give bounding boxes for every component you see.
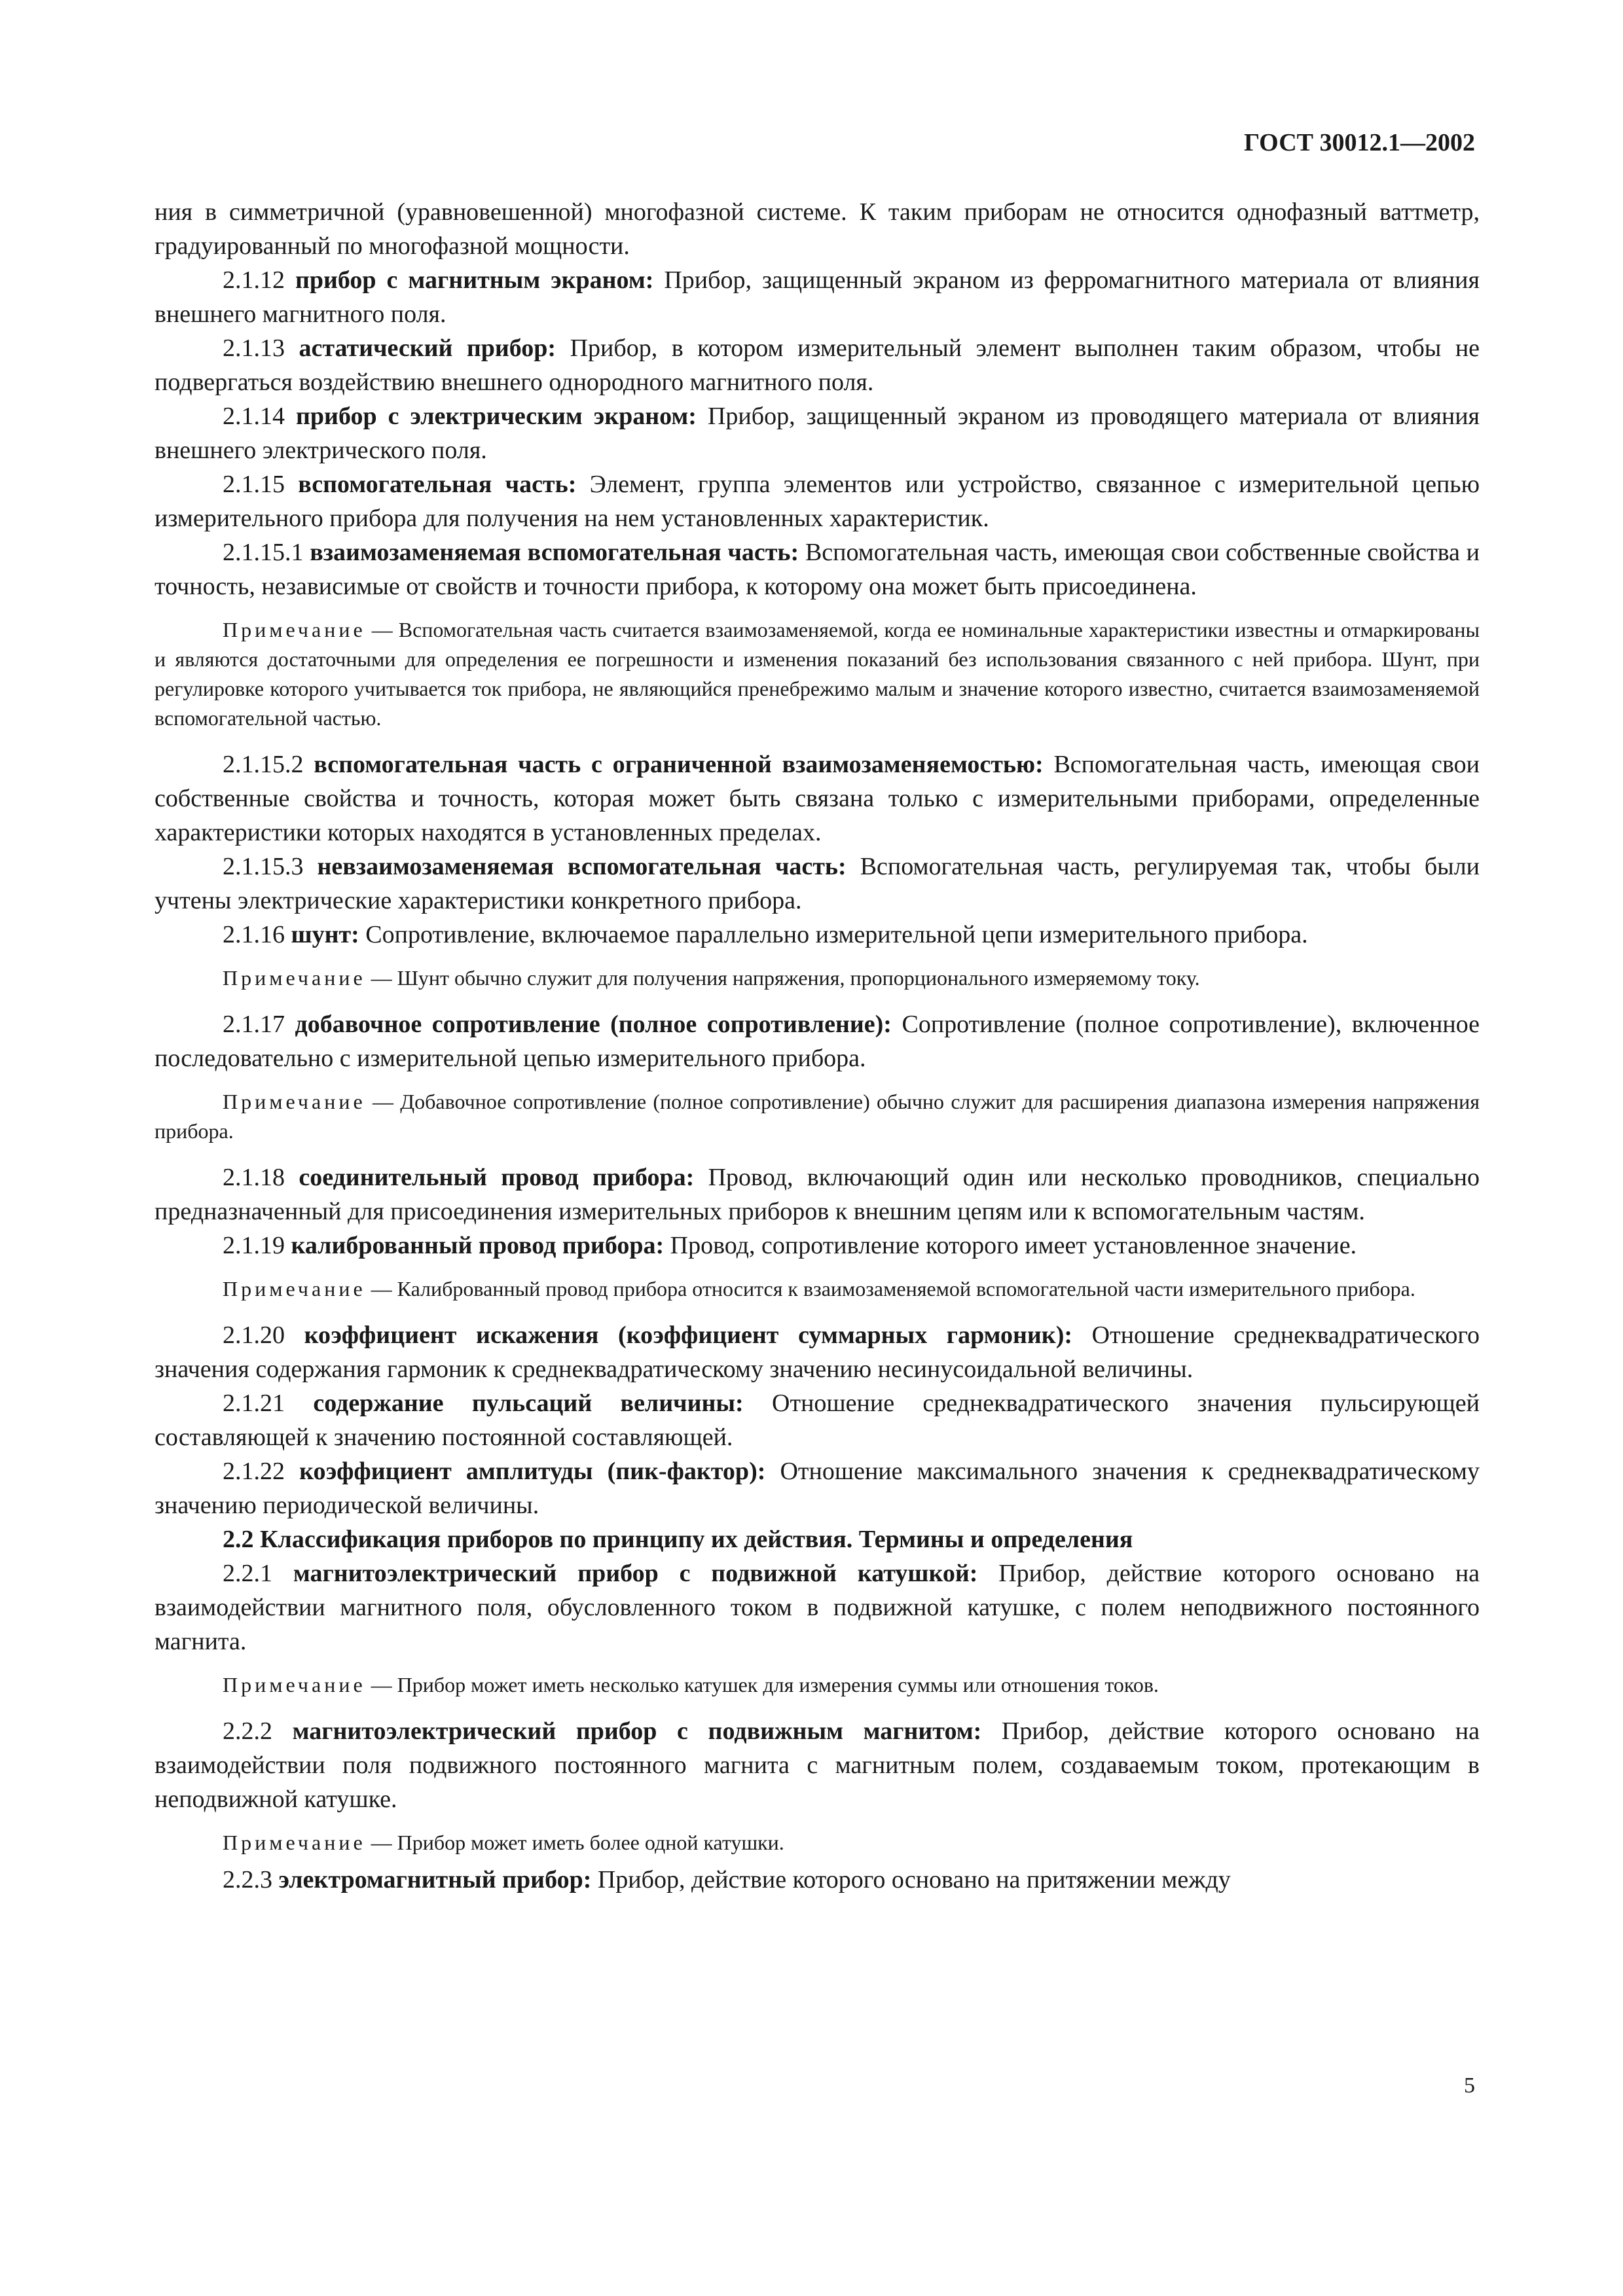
term-2-1-15-3 [155,850,1480,918]
term-label: соединительный провод прибора: [299,1164,695,1191]
term-label: магнитоэлектрический прибор с подвижным магнитом: [292,1717,982,1745]
clause-number: 2.1.14 [223,403,285,430]
definition-text: Прибор, защищенный экраном из проводящего материала от влияния внешнего электрического поля. [155,403,1480,464]
term-label: калиброванный провод прибора: [291,1232,665,1259]
note-text: Добавочное сопротивление (полное сопротивление) обычно служит для расширения диапазона измерения напряжения прибора. [155,1090,1480,1143]
definition-text: Прибор, защищенный экраном из ферромагнитного материала от влияния внешнего магнитного поля. [155,266,1480,328]
note-block [155,1274,1480,1304]
definition-text: Прибор, действие которого основано на притяжении между [597,1866,1231,1893]
term-2-1-13 [155,331,1480,399]
definition-text: Отношение среднеквадратического значения пульсирующей составляющей к значению постоянной составляющей. [155,1390,1480,1451]
definition-text: Прибор, действие которого основано на взаимодействии поля подвижного постоянного магнита с магнитным полем, создаваемым током, протекающим в неподвижной катушке. [155,1717,1480,1813]
term-label: коэффициент искажения (коэффициент суммарных гармоник): [304,1321,1072,1349]
clause-number: 2.2.2 [223,1717,272,1745]
document-header: ГОСТ 30012.1—2002 [1243,129,1475,156]
page-number: 5 [1464,2073,1475,2098]
paragraph-continuation [155,195,1480,263]
clause-number: 2.2.3 [223,1866,272,1893]
note-text: Прибор может иметь несколько катушек для измерения суммы или отношения токов. [397,1673,1159,1696]
definition-text: Элемент, группа элементов или устройство, связанное с измерительной цепью измерительного прибора для получения на нем установленных характеристик. [155,471,1480,532]
term-2-1-15 [155,467,1480,535]
note-lead: Примечание [223,1277,366,1300]
note-lead: Примечание [223,966,366,990]
term-label: астатический прибор: [299,334,556,362]
clause-number: 2.1.17 [223,1011,285,1038]
term-2-1-14 [155,399,1480,467]
term-label: взаимозаменяемая вспомогательная часть: [310,539,799,566]
term-2-1-19 [155,1229,1480,1263]
definition-text: Вспомогательная часть, регулируемая так, чтобы были учтены электрические характеристики конкретного прибора. [155,853,1480,914]
term-label: добавочное сопротивление (полное сопротивление): [295,1011,892,1038]
note-lead: Примечание [223,1090,366,1113]
document-body [155,195,1480,1897]
term-2-1-15-2 [155,747,1480,850]
section-heading-2-2: 2.2 Классификация приборов по принципу их действия. Термины и определения [223,1526,1133,1553]
term-label: коэффициент амплитуды (пик-фактор): [299,1458,766,1485]
note-block [155,1828,1480,1857]
term-2-2-1 [155,1556,1480,1659]
term-2-1-22 [155,1454,1480,1522]
term-label: невзаимозаменяемая вспомогательная часть: [317,853,847,880]
term-label: вспомогательная часть с ограниченной взаимозаменяемостью: [314,751,1044,778]
definition-text: Прибор, в котором измерительный элемент выполнен таким образом, чтобы не подвергаться воздействию внешнего однородного магнитного поля. [155,334,1480,396]
note-text: Шунт обычно служит для получения напряжения, пропорционального измеряемому току. [397,966,1200,990]
term-label: вспомогательная часть: [298,471,577,498]
clause-number: 2.1.15.1 [223,539,304,566]
term-2-1-18 [155,1160,1480,1229]
note-block [155,615,1480,733]
note-dash: — [371,618,393,641]
term-2-1-12 [155,263,1480,331]
note-dash: — [371,966,392,990]
note-block [155,963,1480,993]
note-lead: Примечание [223,618,366,641]
term-2-1-17 [155,1007,1480,1075]
term-2-2-3 [155,1863,1480,1897]
definition-text: Провод, включающий один или несколько проводников, специально предназначенный для присоединения измерительных приборов к внешним цепям или к вспомогательным частям. [155,1164,1480,1225]
clause-number: 2.1.12 [223,266,285,294]
note-dash: — [371,1277,392,1300]
clause-number: 2.1.15 [223,471,285,498]
note-dash: — [371,1831,392,1854]
note-dash: — [371,1673,392,1696]
definition-text: Вспомогательная часть, имеющая свои собственные свойства и точность, независимые от свойств и точности прибора, к которому она может быть присоединена. [155,539,1480,600]
term-2-1-20 [155,1318,1480,1386]
note-text: Калиброванный провод прибора относится к взаимозаменяемой вспомогательной части измерительного прибора. [397,1277,1415,1300]
clause-number: 2.1.18 [223,1164,285,1191]
term-2-2-2 [155,1714,1480,1816]
clause-number: 2.1.13 [223,334,285,362]
term-label: электромагнитный прибор: [278,1866,592,1893]
paragraph-text: ния в симметричной (уравновешенной) многофазной системе. К таким приборам не относится однофазный ваттметр, градуированный по многофазной мощности. [155,198,1480,260]
clause-number: 2.1.22 [223,1458,285,1485]
definition-text: Провод, сопротивление которого имеет установленное значение. [670,1232,1357,1259]
term-label: прибор с электрическим экраном: [296,403,697,430]
note-block [155,1670,1480,1700]
note-lead: Примечание [223,1673,366,1696]
term-2-1-15-1 [155,535,1480,603]
term-label: содержание пульсаций величины: [313,1390,744,1417]
definition-text: Сопротивление, включаемое параллельно измерительной цепи измерительного прибора. [365,921,1308,948]
clause-number: 2.1.19 [223,1232,285,1259]
definition-text: Отношение среднеквадратического значения содержания гармоник к среднеквадратическому значению несинусоидальной величины. [155,1321,1480,1383]
definition-text: Вспомогательная часть, имеющая свои собственные свойства и точность, которая может быть связана только с измерительными приборами, определенные характеристики которых находятся в установленных пределах. [155,751,1480,846]
term-2-1-21 [155,1386,1480,1454]
note-text: Вспомогательная часть считается взаимозаменяемой, когда ее номинальные характеристики известны и отмаркированы и являются достаточными для определения ее погрешности и изменения показаний без использования связанного с ней прибора. Шунт, при регулировке которого учитывается ток прибора, не являющийся пренебрежимо малым и значение которого известно, считается взаимозаменяемой вспомогательной частью. [155,618,1480,730]
clause-number: 2.1.15.2 [223,751,304,778]
note-text: Прибор может иметь более одной катушки. [397,1831,784,1854]
term-2-1-16 [155,918,1480,952]
definition-text: Отношение максимального значения к среднеквадратическому значению периодической величины. [155,1458,1480,1519]
term-label: магнитоэлектрический прибор с подвижной катушкой: [293,1560,978,1587]
term-label: прибор с магнитным экраном: [295,266,654,294]
clause-number: 2.1.21 [223,1390,285,1417]
note-dash: — [372,1090,393,1113]
clause-number: 2.1.15.3 [223,853,304,880]
term-label: шунт: [291,921,359,948]
note-lead: Примечание [223,1831,366,1854]
clause-number: 2.1.16 [223,921,285,948]
note-block [155,1087,1480,1146]
definition-text: Сопротивление (полное сопротивление), включенное последовательно с измерительной цепью измерительного прибора. [155,1011,1480,1072]
clause-number: 2.1.20 [223,1321,285,1349]
definition-text: Прибор, действие которого основано на взаимодействии магнитного поля, обусловленного током в подвижной катушке, с полем неподвижного постоянного магнита. [155,1560,1480,1655]
clause-number: 2.2.1 [223,1560,272,1587]
